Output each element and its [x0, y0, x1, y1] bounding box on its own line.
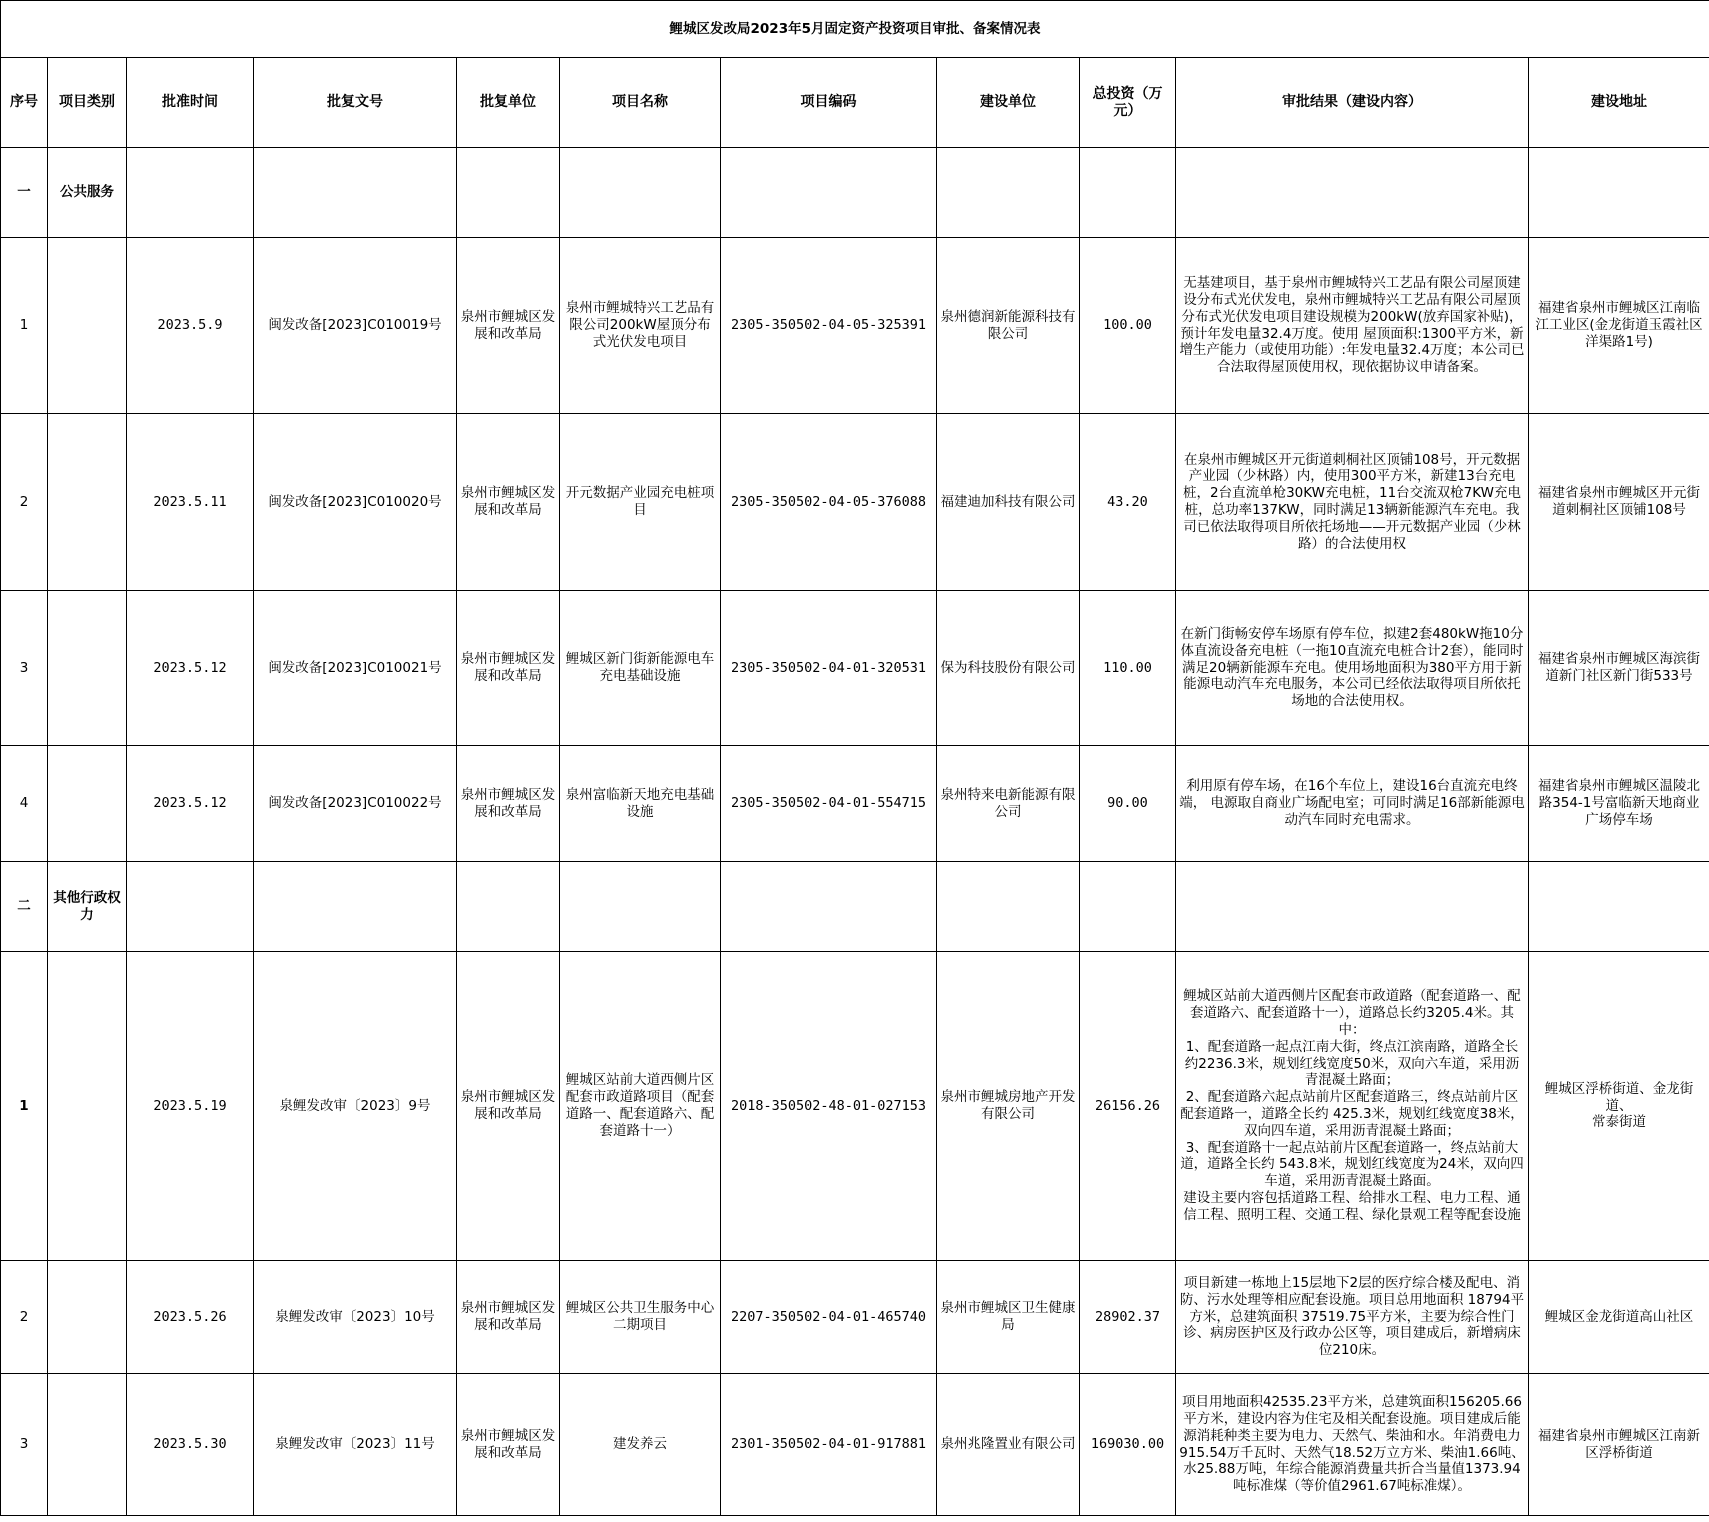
row-investment: 90.00 — [1080, 746, 1176, 862]
header-category: 项目类别 — [48, 58, 127, 148]
row-doc-no: 泉鲤发改审〔2023〕11号 — [254, 1374, 457, 1516]
row-project-name: 开元数据产业园充电桩项目 — [560, 414, 721, 591]
section-row — [1, 148, 1709, 238]
row-result: 项目新建一栋地上15层地下2层的医疗综合楼及配电、消防、污水处理等相应配套设施。项目总用地面积 18794平方米，总建筑面积 37519.75平方米，主要为综合性门诊、病房医护区及行政办公区等，项目建成后，新增病床位210床。 — [1176, 1261, 1529, 1374]
row-seq: 3 — [1, 1374, 48, 1516]
row-category — [48, 414, 127, 591]
header-project-code: 项目编码 — [721, 58, 937, 148]
header-address: 建设地址 — [1529, 58, 1709, 148]
section-number: 一 — [1, 148, 48, 238]
section-row — [1, 862, 1709, 952]
row-approver: 泉州市鲤城区发展和改革局 — [457, 591, 560, 746]
row-project-code: 2301-350502-04-01-917881 — [721, 1374, 937, 1516]
row-address: 福建省泉州市鲤城区温陵北路354-1号富临新天地商业广场停车场 — [1529, 746, 1709, 862]
row-address: 福建省泉州市鲤城区江南新区浮桥街道 — [1529, 1374, 1709, 1516]
row-investment: 28902.37 — [1080, 1261, 1176, 1374]
row-result: 在泉州市鲤城区开元街道刺桐社区顶铺108号，开元数据产业园（少林路）内，使用300平方米，新建13台充电桩，2台直流单枪30KW充电桩，11台交流双枪7KW充电桩，总功率137KW，同时满足13辆新能源汽车充电。我司已依法取得项目所依托场地——开元数据产业园（少林路）的合法使用权 — [1176, 414, 1529, 591]
row-seq: 4 — [1, 746, 48, 862]
table-row — [1, 414, 1709, 591]
row-builder: 福建迪加科技有限公司 — [937, 414, 1080, 591]
row-address: 鲤城区金龙街道高山社区 — [1529, 1261, 1709, 1374]
row-project-code: 2305-350502-04-01-554715 — [721, 746, 937, 862]
row-address: 福建省泉州市鲤城区海滨街道新门社区新门街533号 — [1529, 591, 1709, 746]
row-investment: 43.20 — [1080, 414, 1176, 591]
row-category — [48, 238, 127, 414]
row-date: 2023.5.26 — [127, 1261, 254, 1374]
row-approver: 泉州市鲤城区发展和改革局 — [457, 952, 560, 1261]
row-project-code: 2305-350502-04-05-376088 — [721, 414, 937, 591]
header-investment — [1080, 58, 1176, 148]
row-project-code: 2207-350502-04-01-465740 — [721, 1261, 937, 1374]
header-result: 审批结果（建设内容） — [1176, 58, 1529, 148]
table-row — [1, 1374, 1709, 1516]
row-doc-no: 闽发改备[2023]C010020号 — [254, 414, 457, 591]
section-name: 公共服务 — [48, 148, 127, 238]
row-result: 利用原有停车场，在16个车位上，建设16台直流充电终端， 电源取自商业广场配电室；可同时满足16部新能源电动汽车同时充电需求。 — [1176, 746, 1529, 862]
row-investment: 169030.00 — [1080, 1374, 1176, 1516]
row-builder: 泉州市鲤城区卫生健康局 — [937, 1261, 1080, 1374]
row-project-code: 2305-350502-04-01-320531 — [721, 591, 937, 746]
row-project-code: 2018-350502-48-01-027153 — [721, 952, 937, 1261]
row-investment: 26156.26 — [1080, 952, 1176, 1261]
row-doc-no: 泉鲤发改审〔2023〕9号 — [254, 952, 457, 1261]
row-investment: 110.00 — [1080, 591, 1176, 746]
table-row — [1, 238, 1709, 414]
row-category — [48, 591, 127, 746]
row-result: 无基建项目，基于泉州市鲤城特兴工艺品有限公司屋顶建设分布式光伏发电，泉州市鲤城特兴工艺品有限公司屋顶分布式光伏发电项目建设规模为200kW(放弃国家补贴)，预计年发电量32.4万度。使用 屋顶面积:1300平方米，新增生产能力（或使用功能）:年发电量32.4万度；本公司已合法取得屋顶使用权，现依据协议申请备案。 — [1176, 238, 1529, 414]
header-investment-label: 总投资（万元） — [1092, 85, 1163, 119]
row-builder: 泉州德润新能源科技有限公司 — [937, 238, 1080, 414]
header-builder: 建设单位 — [937, 58, 1080, 148]
row-result: 项目用地面积42535.23平方米，总建筑面积156205.66平方米，建设内容为住宅及相关配套设施。项目建成后能源消耗种类主要为电力、天然气、柴油和水。年消费电力915.54万千瓦时、天然气18.52万立方米、柴油1.66吨、水25.88万吨，年综合能源消费量共折合当量值1373.94吨标准煤（等价值2961.67吨标准煤）。 — [1176, 1374, 1529, 1516]
table-row — [1, 591, 1709, 746]
row-address: 福建省泉州市鲤城区江南临江工业区(金龙街道玉霞社区洋渠路1号) — [1529, 238, 1709, 414]
row-date: 2023.5.9 — [127, 238, 254, 414]
header-approver: 批复单位 — [457, 58, 560, 148]
row-builder: 泉州特来电新能源有限公司 — [937, 746, 1080, 862]
header-doc-no: 批复文号 — [254, 58, 457, 148]
row-date: 2023.5.19 — [127, 952, 254, 1261]
row-builder: 泉州兆隆置业有限公司 — [937, 1374, 1080, 1516]
section-name: 其他行政权力 — [48, 862, 127, 952]
table-row — [1, 1261, 1709, 1374]
row-project-name: 鲤城区公共卫生服务中心二期项目 — [560, 1261, 721, 1374]
row-category — [48, 746, 127, 862]
row-investment: 100.00 — [1080, 238, 1176, 414]
row-address: 福建省泉州市鲤城区开元街道刺桐社区顶铺108号 — [1529, 414, 1709, 591]
row-date: 2023.5.12 — [127, 591, 254, 746]
row-category — [48, 1261, 127, 1374]
row-result: 鲤城区站前大道西侧片区配套市政道路（配套道路一、配套道路六、配套道路十一），道路总长约3205.4米。其中： 1、配套道路一起点江南大街，终点江滨南路，道路全长约2236.3米，规划红线宽度50米，双向六车道，采用沥青混凝土路面； 2、配套道路六起点站前片区配套道路三，终点站前片区配套道路一，道路全长约 425.3米，规划红线宽度38米，双向四车道，采用沥青混凝土路面； 3、配套道路十一起点站前片区配套道路一，终点站前大道，道路全长约 543.8米，规划红线宽度为24米，双向四车道，采用沥青混凝土路面。 建设主要内容包括道路工程、给排水工程、电力工程、通信工程、照明工程、交通工程、绿化景观工程等配套设施 — [1176, 952, 1529, 1261]
row-date: 2023.5.11 — [127, 414, 254, 591]
header-seq: 序号 — [1, 58, 48, 148]
row-doc-no: 泉鲤发改审〔2023〕10号 — [254, 1261, 457, 1374]
table-row — [1, 952, 1709, 1261]
row-project-name: 鲤城区新门街新能源电车充电基础设施 — [560, 591, 721, 746]
header-approval-date: 批准时间 — [127, 58, 254, 148]
row-project-name: 鲤城区站前大道西侧片区配套市政道路项目（配套道路一、配套道路六、配套道路十一） — [560, 952, 721, 1261]
header-row — [1, 58, 1709, 148]
row-approver: 泉州市鲤城区发展和改革局 — [457, 746, 560, 862]
row-builder: 保为科技股份有限公司 — [937, 591, 1080, 746]
row-project-name: 建发养云 — [560, 1374, 721, 1516]
header-project-name: 项目名称 — [560, 58, 721, 148]
row-seq: 1 — [1, 952, 48, 1261]
table-row — [1, 746, 1709, 862]
row-address: 鲤城区浮桥街道、金龙街道、 常泰街道 — [1529, 952, 1709, 1261]
row-builder: 泉州市鲤城房地产开发有限公司 — [937, 952, 1080, 1261]
row-project-name: 泉州市鲤城特兴工艺品有限公司200kW屋顶分布式光伏发电项目 — [560, 238, 721, 414]
row-approver: 泉州市鲤城区发展和改革局 — [457, 414, 560, 591]
row-category — [48, 952, 127, 1261]
row-seq: 2 — [1, 1261, 48, 1374]
row-seq: 1 — [1, 238, 48, 414]
row-approver: 泉州市鲤城区发展和改革局 — [457, 238, 560, 414]
row-project-code: 2305-350502-04-05-325391 — [721, 238, 937, 414]
row-seq: 3 — [1, 591, 48, 746]
row-date: 2023.5.12 — [127, 746, 254, 862]
row-approver: 泉州市鲤城区发展和改革局 — [457, 1374, 560, 1516]
row-category — [48, 1374, 127, 1516]
row-project-name: 泉州富临新天地充电基础设施 — [560, 746, 721, 862]
table-title: 鲤城区发改局2023年5月固定资产投资项目审批、备案情况表 — [1, 1, 1709, 58]
row-result: 在新门街畅安停车场原有停车位，拟建2套480kW拖10分体直流设备充电桩（一拖10直流充电桩合计2套），能同时满足20辆新能源车充电。使用场地面积为380平方用于新能源电动汽车充电服务，本公司已经依法取得项目所依托场地的合法使用权。 — [1176, 591, 1529, 746]
row-seq: 2 — [1, 414, 48, 591]
row-approver: 泉州市鲤城区发展和改革局 — [457, 1261, 560, 1374]
row-doc-no: 闽发改备[2023]C010019号 — [254, 238, 457, 414]
row-doc-no: 闽发改备[2023]C010022号 — [254, 746, 457, 862]
row-doc-no: 闽发改备[2023]C010021号 — [254, 591, 457, 746]
section-number: 二 — [1, 862, 48, 952]
row-date: 2023.5.30 — [127, 1374, 254, 1516]
